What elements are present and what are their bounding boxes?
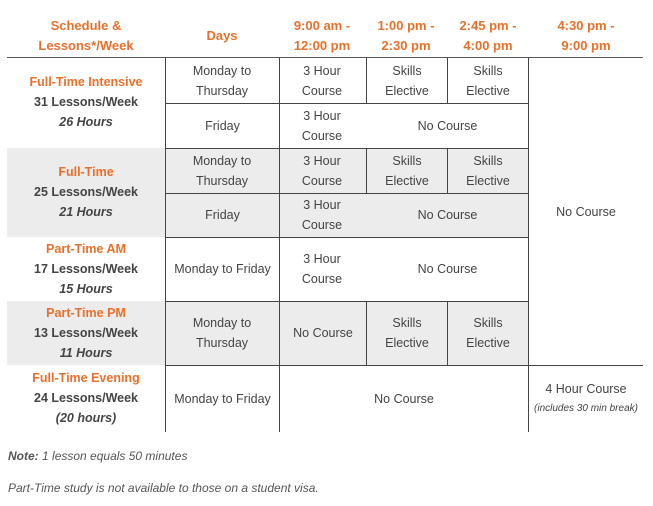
grid-line [366, 301, 367, 365]
course-cell: 3 Hour Course [301, 63, 343, 98]
header-time-430pm: 4:30 pm - 9:00 pm [557, 18, 615, 53]
program-hours: (20 hours) [55, 411, 117, 425]
program-lessons: 25 Lessons/Week [34, 185, 138, 199]
course-cell: 3 Hour Course [301, 198, 343, 232]
course-cell: No Course [374, 391, 434, 406]
course-title: 4 Hour Course [545, 382, 627, 396]
evening-no-course-cell: No Course [556, 204, 616, 219]
course-cell: 3 Hour Course [301, 252, 343, 286]
program-part-time-pm [7, 302, 165, 364]
evening-course-cell [533, 367, 639, 431]
course-note: (includes 30 min break) [534, 403, 638, 414]
header-time-1pm: 1:00 pm - 2:30 pm [377, 18, 435, 53]
program-lessons: 31 Lessons/Week [34, 95, 138, 109]
days-cell: Friday [205, 118, 240, 133]
days-cell: Monday to Thursday [192, 316, 252, 350]
header-time-245pm: 2:45 pm - 4:00 pm [459, 18, 517, 53]
grid-line [447, 301, 448, 365]
course-cell: Skills Elective [385, 153, 429, 188]
program-name: Part-Time PM [46, 306, 126, 320]
course-cell: Skills Elective [466, 153, 510, 188]
days-cell: Friday [205, 208, 240, 222]
course-cell: Skills Elective [466, 63, 510, 98]
program-hours: 15 Hours [59, 282, 113, 296]
grid-line [366, 148, 367, 193]
program-name: Full-Time Intensive [29, 75, 143, 89]
program-hours: 26 Hours [59, 115, 113, 129]
course-cell: No Course [417, 208, 478, 222]
program-full-time-intensive [7, 71, 165, 133]
program-name: Part-Time AM [46, 242, 126, 256]
days-cell: Monday to Friday [174, 262, 271, 276]
header-schedule: Schedule & Lessons*/Week [38, 18, 134, 53]
days-cell: Monday to Thursday [192, 153, 252, 188]
course-cell: Skills Elective [385, 63, 429, 98]
days-cell: Monday to Thursday [192, 63, 252, 98]
grid-line [447, 148, 448, 193]
grid-line [447, 58, 448, 103]
program-part-time-am [7, 238, 165, 300]
days-cell: Monday to Friday [174, 391, 271, 406]
course-cell: 3 Hour Course [301, 108, 343, 143]
course-cell: Skills Elective [466, 316, 510, 350]
course-cell: 3 Hour Course [301, 153, 343, 188]
course-cell: No Course [293, 326, 353, 340]
course-cell: No Course [417, 262, 478, 276]
header-time-9am: 9:00 am - 12:00 pm [293, 18, 351, 53]
program-full-time [7, 161, 165, 223]
program-lessons: 13 Lessons/Week [34, 326, 138, 340]
program-lessons: 17 Lessons/Week [34, 262, 138, 276]
program-name: Full-Time [58, 165, 114, 179]
note-label: Note: [8, 449, 39, 463]
program-name: Full-Time Evening [32, 371, 140, 385]
note-text: 1 lesson equals 50 minutes [42, 449, 188, 463]
program-hours: 21 Hours [59, 205, 113, 219]
program-hours: 11 Hours [59, 346, 113, 360]
header-days: Days [206, 28, 238, 43]
course-cell: No Course [417, 118, 478, 133]
program-lessons: 24 Lessons/Week [34, 391, 138, 405]
note-lesson-length [8, 449, 187, 463]
note-visa: Part-Time study is not available to those on a student visa. [8, 481, 319, 495]
course-cell: Skills Elective [385, 316, 429, 350]
grid-line [366, 58, 367, 103]
program-full-time-evening [7, 367, 165, 429]
